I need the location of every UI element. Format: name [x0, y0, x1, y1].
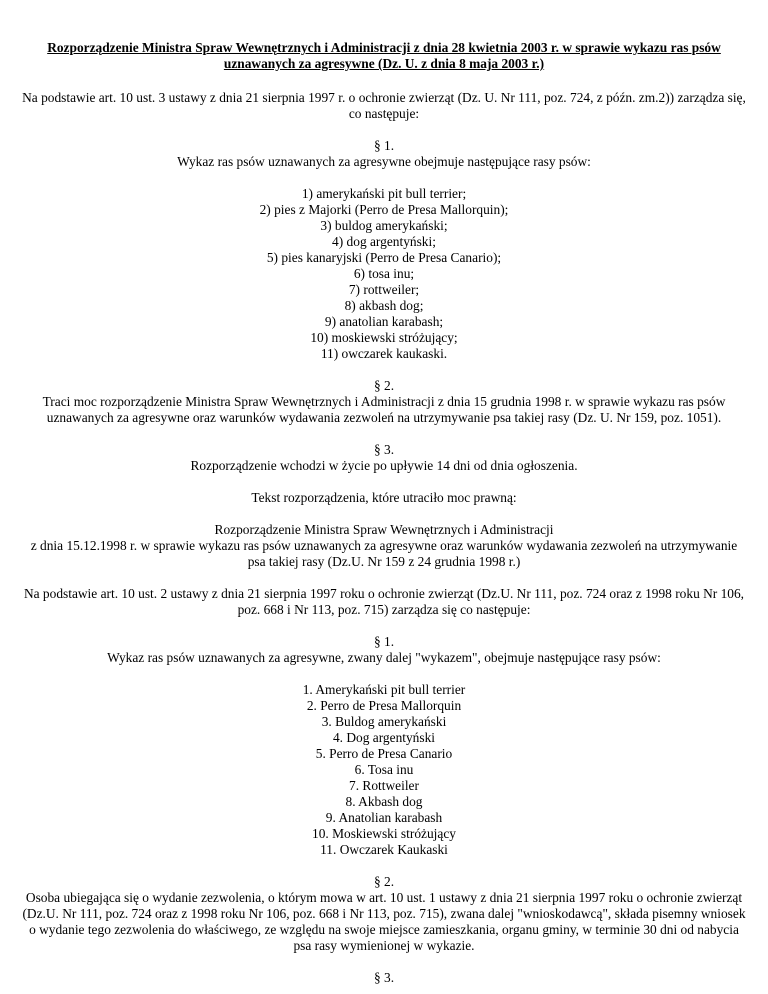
old-title-line-1: Rozporządzenie Ministra Spraw Wewnętrznych i Administracji: [214, 522, 554, 537]
old-section-1-text: Wykaz ras psów uznawanych za agresywne, zwany dalej "wykazem", obejmuje następujące rasy psów:: [107, 650, 661, 665]
list-item: 8) akbash dog;: [344, 298, 424, 313]
old-section-1-number: § 1.: [373, 634, 395, 649]
old-section-2-text: Osoba ubiegająca się o wydanie zezwolenia, o którym mowa w art. 10 ust. 1 ustawy z dnia 21 sierpnia 1997 roku o ochronie zwierząt (Dz.U. Nr 111, poz. 724 oraz z 1998 roku Nr 106, poz. 668 i Nr 113, poz. 715), zwana dalej "wnioskodawcą", składa pisemny wniosek o wydanie tego zezwolenia do właściwego, ze względu na swoje miejsce zamieszkania, organu gminy, w terminie 30 dni od nabycia psa rasy wymienionej w wykazie.: [22, 890, 746, 953]
breed-list: [22, 186, 746, 362]
list-item: 11) owczarek kaukaski.: [320, 346, 448, 361]
list-item: 1) amerykański pit bull terrier;: [301, 186, 467, 201]
old-title-line-2: z dnia 15.12.1998 r. w sprawie wykazu ras psów uznawanych za agresywne oraz warunków wydawania zezwoleń na utrzymywanie psa takiej rasy (Dz.U. Nr 159 z 24 grudnia 1998 r.): [30, 538, 738, 569]
old-section-2-number: § 2.: [373, 874, 395, 889]
list-item: 7. Rottweiler: [349, 778, 419, 793]
old-intro-paragraph: Na podstawie art. 10 ust. 2 ustawy z dnia 21 sierpnia 1997 roku o ochronie zwierząt (Dz.U. Nr 111, poz. 724 oraz z 1998 roku Nr 106, poz. 668 i Nr 113, poz. 715) zarządza się co następuje:: [23, 586, 745, 617]
old-section-3-number: § 3.: [373, 970, 395, 985]
list-item: 11. Owczarek Kaukaski: [320, 842, 448, 857]
section-2: [22, 378, 746, 426]
list-item: 4. Dog argentyński: [332, 730, 436, 745]
list-item: 2. Perro de Presa Mallorquin: [306, 698, 462, 713]
document-title: Rozporządzenie Ministra Spraw Wewnętrznych i Administracji z dnia 28 kwietnia 2003 r. w sprawie wykazu ras psów uznawanych za agresywne (Dz. U. z dnia 8 maja 2003 r.): [47, 40, 721, 71]
old-section-2: [22, 874, 746, 954]
list-item: 5) pies kanaryjski (Perro de Presa Canario);: [266, 250, 502, 265]
list-item: 1. Amerykański pit bull terrier: [302, 682, 466, 697]
list-item: 5. Perro de Presa Canario: [315, 746, 453, 761]
list-item: 3. Buldog amerykański: [321, 714, 447, 729]
list-item: 3) buldog amerykański;: [320, 218, 448, 233]
list-item: 6. Tosa inu: [354, 762, 414, 777]
list-item: 6) tosa inu;: [353, 266, 415, 281]
section-3: [22, 442, 746, 474]
list-item: 7) rottweiler;: [348, 282, 420, 297]
section-2-text: Traci moc rozporządzenie Ministra Spraw Wewnętrznych i Administracji z dnia 15 grudnia 1998 r. w sprawie wykazu ras psów uznawanych za agresywne oraz warunków wydawania zezwoleń na utrzymywanie psa takiej rasy (Dz. U. Nr 159, poz. 1051).: [42, 394, 726, 425]
section-2-number: § 2.: [373, 378, 395, 393]
old-regulation-title: [22, 522, 746, 570]
old-breed-list: [22, 682, 746, 858]
repealed-heading: Tekst rozporządzenia, które utraciło moc prawną:: [251, 490, 517, 505]
section-3-text: Rozporządzenie wchodzi w życie po upływie 14 dni od dnia ogłoszenia.: [190, 458, 578, 473]
list-item: 8. Akbash dog: [345, 794, 423, 809]
section-3-number: § 3.: [373, 442, 395, 457]
list-item: 9. Anatolian karabash: [325, 810, 443, 825]
old-section-3: [22, 970, 746, 986]
old-section-1: [22, 634, 746, 666]
list-item: 10) moskiewski stróżujący;: [310, 330, 458, 345]
list-item: 10. Moskiewski stróżujący: [312, 826, 456, 841]
list-item: 9) anatolian karabash;: [324, 314, 444, 329]
intro-paragraph: Na podstawie art. 10 ust. 3 ustawy z dnia 21 sierpnia 1997 r. o ochronie zwierząt (Dz. U. Nr 111, poz. 724, z późn. zm.2)) zarządza się, co następuje:: [22, 90, 746, 121]
section-1: [22, 138, 746, 170]
section-1-text: Wykaz ras psów uznawanych za agresywne obejmuje następujące rasy psów:: [177, 154, 591, 169]
section-1-number: § 1.: [373, 138, 395, 153]
list-item: 4) dog argentyński;: [332, 234, 436, 249]
list-item: 2) pies z Majorki (Perro de Presa Mallorquin);: [259, 202, 509, 217]
